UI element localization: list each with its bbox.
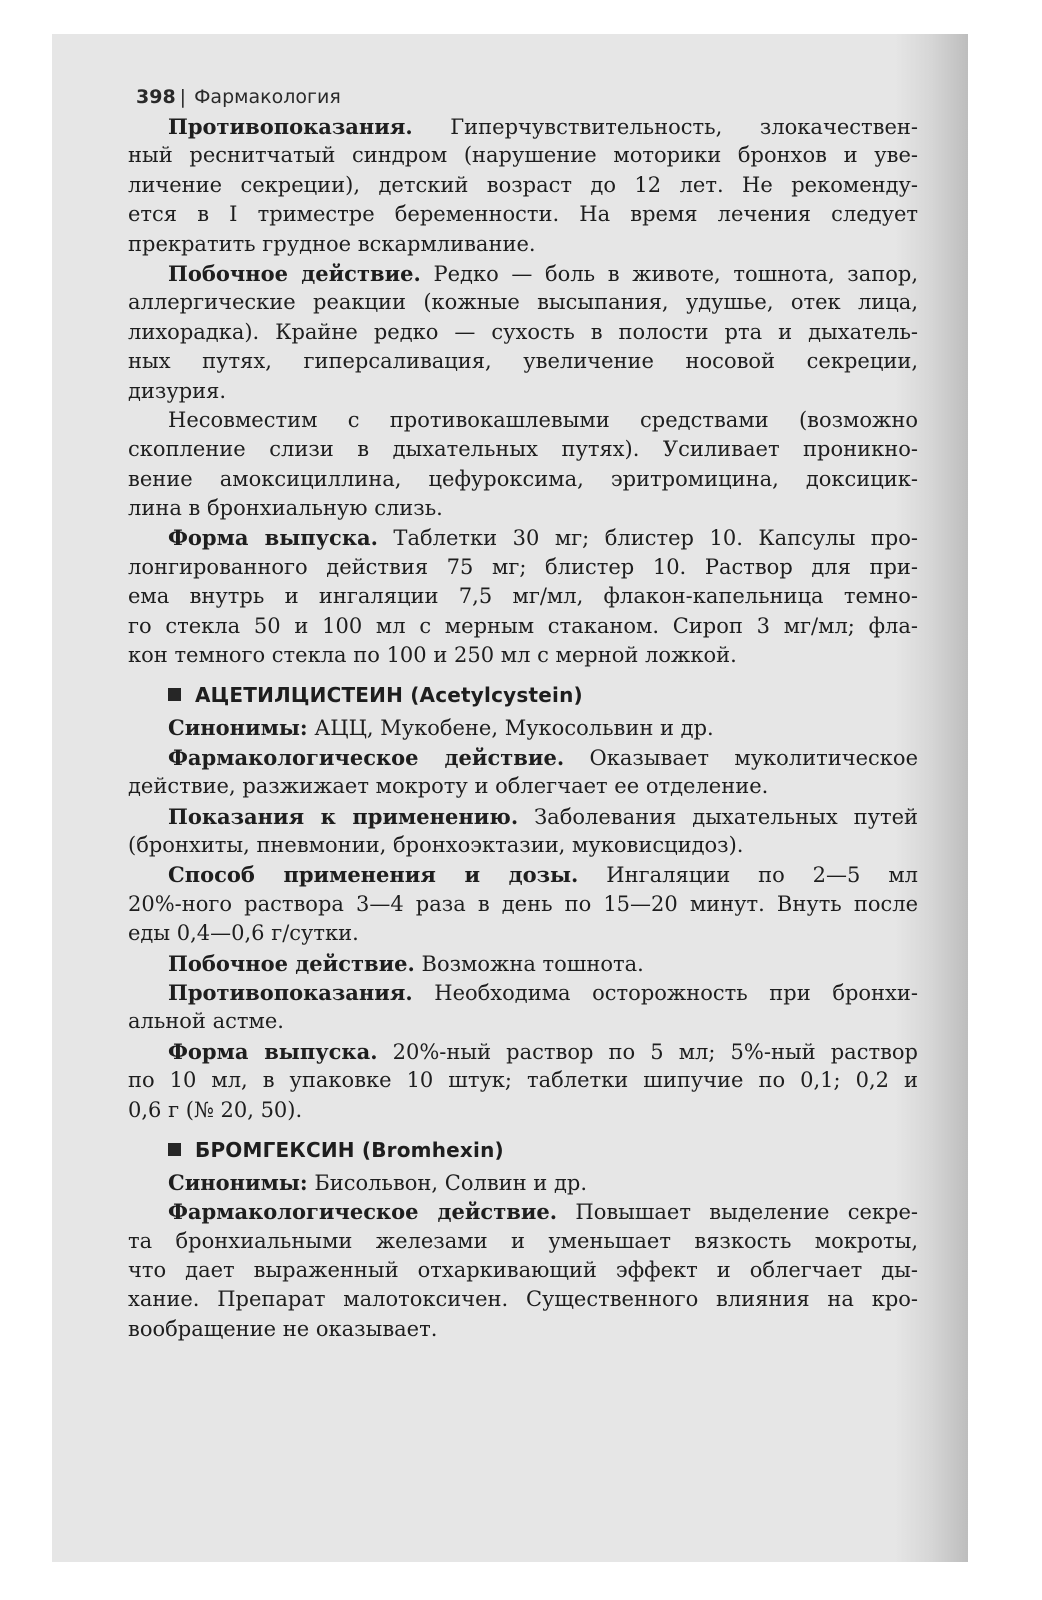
text-line bbox=[128, 259, 918, 288]
line-text: Ингаляции по 2—5 мл bbox=[578, 863, 918, 888]
text-line bbox=[128, 1066, 918, 1095]
text-line bbox=[128, 713, 918, 742]
drug-description bbox=[128, 713, 918, 1124]
line-text: Оказывает муколитическое bbox=[564, 745, 918, 770]
drug-heading bbox=[128, 1133, 918, 1167]
line-text: 0,6 г (№ 20, 50). bbox=[128, 1097, 303, 1122]
run-in-heading: Противопоказания. bbox=[168, 979, 413, 1005]
line-text: скопление слизи в дыхательных путях). Усиливает проникно- bbox=[128, 437, 918, 462]
text-line bbox=[128, 890, 918, 919]
page-number: 398 bbox=[136, 86, 176, 108]
text-line bbox=[128, 641, 918, 670]
run-in-heading: Фармакологическое действие. bbox=[168, 1199, 558, 1225]
line-text: вообращение не оказывает. bbox=[128, 1316, 438, 1341]
text-line bbox=[128, 860, 918, 889]
line-text: АЦЦ, Мукобене, Мукосольвин и др. bbox=[307, 716, 714, 741]
header-separator: | bbox=[179, 86, 187, 108]
line-text: го стекла 50 и 100 мл с мерным стаканом. Сироп 3 мг/мл; фла- bbox=[128, 613, 918, 638]
text-line bbox=[128, 288, 918, 317]
line-text: та бронхиальными железами и уменьшает вязкость мокроты, bbox=[128, 1228, 918, 1253]
text-line bbox=[128, 553, 918, 582]
text-line bbox=[128, 347, 918, 376]
text-line bbox=[128, 435, 918, 464]
text-line bbox=[128, 230, 918, 259]
line-text: прекратить грудное вскармливание. bbox=[128, 231, 536, 256]
text-line bbox=[128, 1168, 918, 1197]
text-line bbox=[128, 1096, 918, 1125]
text-line bbox=[128, 1315, 918, 1344]
text-line bbox=[128, 582, 918, 611]
line-text: еды 0,4—0,6 г/сутки. bbox=[128, 921, 359, 946]
text-line bbox=[128, 831, 918, 860]
line-text: Несовместим с противокашлевыми средствами (возможно bbox=[168, 407, 918, 432]
text-line bbox=[128, 919, 918, 948]
line-text: действие, разжижает мокроту и облегчает ее отделение. bbox=[128, 774, 769, 799]
run-in-heading: Форма выпуска. bbox=[168, 1038, 378, 1064]
square-bullet-icon bbox=[168, 1143, 181, 1156]
line-text: ется в I триместре беременности. На время лечения следует bbox=[128, 202, 918, 227]
text-line bbox=[128, 171, 918, 200]
text-line bbox=[128, 141, 918, 170]
text-line bbox=[128, 949, 918, 978]
paragraph-block bbox=[128, 112, 918, 670]
line-text: альной астме. bbox=[128, 1009, 284, 1034]
line-text: личение секреции), детский возраст до 12 лет. Не рекоменду- bbox=[128, 172, 918, 197]
run-in-heading: Побочное действие. bbox=[168, 950, 415, 976]
line-text: лина в бронхиальную слизь. bbox=[128, 496, 443, 521]
text-line bbox=[128, 612, 918, 641]
line-text: вение амоксициллина, цефуроксима, эритромицина, доксицик- bbox=[128, 466, 918, 491]
text-line bbox=[128, 802, 918, 831]
text-line bbox=[128, 978, 918, 1007]
text-line bbox=[128, 112, 918, 141]
run-in-heading: Показания к применению. bbox=[168, 803, 519, 829]
line-text: Возможна тошнота. bbox=[414, 951, 644, 976]
line-text: 20%-ного раствора 3—4 раза в день по 15—20 минут. Внуть после bbox=[128, 891, 918, 916]
text-line bbox=[128, 1037, 918, 1066]
square-bullet-icon bbox=[168, 688, 181, 701]
run-in-heading: Форма выпуска. bbox=[168, 525, 378, 551]
text-line bbox=[128, 1197, 918, 1226]
book-page bbox=[128, 82, 918, 1344]
line-text: кон темного стекла по 100 и 250 мл с мерной ложкой. bbox=[128, 643, 737, 668]
line-text: Редко — боль в животе, тошнота, запор, bbox=[420, 261, 918, 286]
text-line bbox=[128, 743, 918, 772]
drug-heading bbox=[128, 678, 918, 712]
line-text: что дает выраженный отхаркивающий эффект и облегчает ды- bbox=[128, 1258, 918, 1283]
line-text: лихорадка). Крайне редко — сухость в полости рта и дыхатель- bbox=[128, 319, 918, 344]
line-text: Повышает выделение секре- bbox=[557, 1200, 918, 1225]
line-text: хание. Препарат малотоксичен. Существенного влияния на кро- bbox=[128, 1287, 918, 1312]
line-text: дизурия. bbox=[128, 378, 227, 403]
line-text: ема внутрь и ингаляции 7,5 мг/мл, флакон-капельница темно- bbox=[128, 584, 918, 609]
line-text: ный реснитчатый синдром (нарушение моторики бронхов и уве- bbox=[128, 143, 918, 168]
line-text: ных путях, гиперсаливация, увеличение носовой секреции, bbox=[128, 349, 918, 374]
text-line bbox=[128, 772, 918, 801]
line-text: аллергические реакции (кожные высыпания, удушье, отек лица, bbox=[128, 290, 918, 315]
line-text: Заболевания дыхательных путей bbox=[518, 804, 918, 829]
text-line bbox=[128, 1227, 918, 1256]
run-in-heading: Фармакологическое действие. bbox=[168, 744, 565, 770]
text-line bbox=[128, 465, 918, 494]
line-text: (бронхиты, пневмонии, бронхоэктазии, муковисцидоз). bbox=[128, 832, 744, 857]
text-line bbox=[128, 406, 918, 435]
running-header bbox=[136, 82, 918, 112]
drug-title: БРОМГЕКСИН (Bromhexin) bbox=[195, 1137, 504, 1162]
text-line bbox=[128, 494, 918, 523]
drug-description bbox=[128, 1168, 918, 1344]
run-in-heading: Синонимы: bbox=[168, 1169, 308, 1195]
text-line bbox=[128, 318, 918, 347]
text-line bbox=[128, 1007, 918, 1036]
line-text: Бисольвон, Солвин и др. bbox=[307, 1170, 588, 1195]
line-text: по 10 мл, в упаковке 10 штук; таблетки шипучие по 0,1; 0,2 и bbox=[128, 1068, 918, 1093]
text-line bbox=[128, 1256, 918, 1285]
text-line bbox=[128, 377, 918, 406]
text-line bbox=[128, 523, 918, 552]
line-text: Таблетки 30 мг; блистер 10. Капсулы про- bbox=[377, 526, 918, 551]
drug-title: АЦЕТИЛЦИСТЕИН (Acetylcystein) bbox=[195, 683, 583, 708]
line-text: Необходима осторожность при бронхи- bbox=[412, 980, 918, 1005]
text-line bbox=[128, 200, 918, 229]
run-in-heading: Способ применения и дозы. bbox=[168, 862, 579, 888]
line-text: лонгированного действия 75 мг; блистер 10. Раствор для при- bbox=[128, 554, 918, 579]
line-text: Гиперчувствительность, злокачествен- bbox=[412, 115, 918, 139]
run-in-heading: Побочное действие. bbox=[168, 260, 421, 286]
run-in-heading: Синонимы: bbox=[168, 715, 308, 741]
section-title: Фармакология bbox=[194, 86, 341, 108]
run-in-heading: Противопоказания. bbox=[168, 114, 413, 139]
line-text: 20%-ный раствор по 5 мл; 5%-ный раствор bbox=[377, 1039, 918, 1064]
text-line bbox=[128, 1285, 918, 1314]
